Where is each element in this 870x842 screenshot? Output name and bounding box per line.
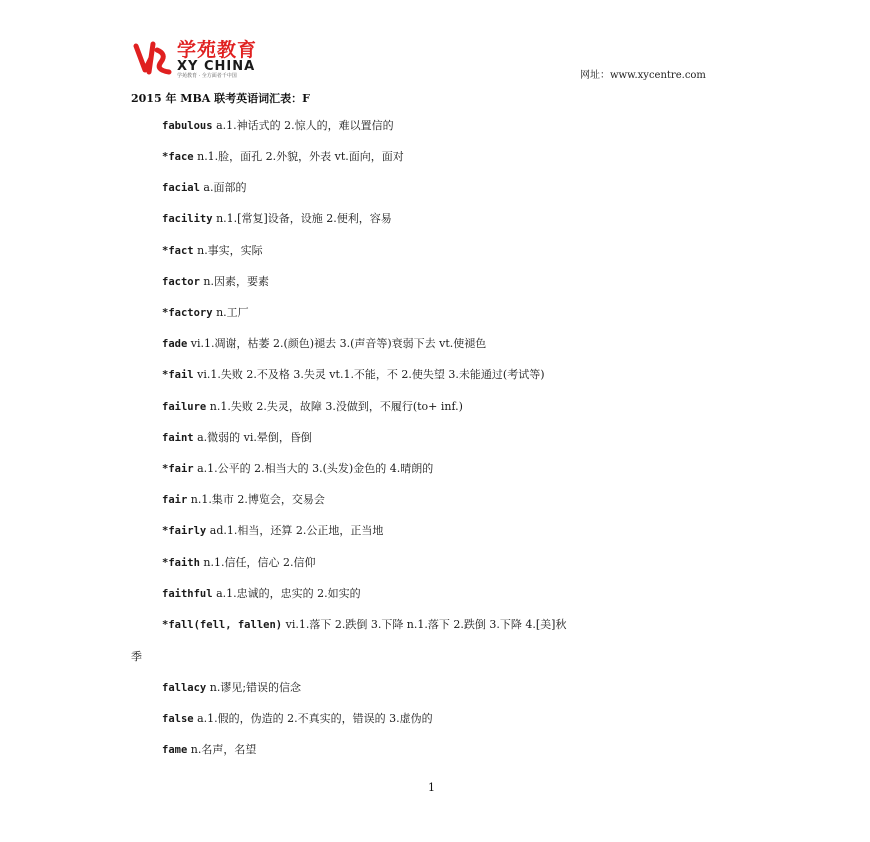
vocab-definition: n.1.信任，信心 2.信仰 — [199, 556, 316, 569]
vocab-entry — [162, 743, 256, 757]
vocab-definition: a.面部的 — [199, 181, 247, 194]
vocab-word: failure — [162, 401, 207, 413]
vocab-definition: n.1.失败 2.失灵，故障 3.没做到，不履行(to+ inf.) — [206, 400, 463, 413]
vocab-word: fair — [162, 494, 188, 506]
vocab-entry — [162, 618, 566, 632]
vocab-entry — [162, 212, 392, 226]
vocab-word: fallacy — [162, 682, 207, 694]
vocab-definition: n.因素，要素 — [199, 275, 270, 288]
vocab-entry — [162, 275, 269, 289]
vocab-word: fabulous — [162, 120, 213, 132]
vocab-definition: ad.1.相当，还算 2.公正地，正当地 — [206, 524, 384, 537]
vocab-word: faint — [162, 432, 194, 444]
vocab-word: faithful — [162, 588, 213, 600]
company-logo — [133, 40, 293, 78]
vocab-word: *fact — [162, 245, 194, 257]
vocab-entry — [162, 493, 325, 507]
page-number: 1 — [428, 781, 435, 794]
vocab-entry — [162, 681, 301, 695]
logo-chinese-text: 学苑教育 — [177, 39, 258, 61]
vocab-definition: n.名声，名望 — [187, 743, 257, 756]
vocab-entry — [162, 337, 486, 351]
vocab-definition: n.1.[常复]设备，设施 2.便利，容易 — [212, 212, 392, 225]
vocab-word: false — [162, 713, 194, 725]
vocab-definition: n.谬见;错误的信念 — [206, 681, 302, 694]
vocab-word: fame — [162, 744, 188, 756]
vocab-definition: n.事实，实际 — [193, 244, 263, 257]
vocab-entry — [162, 556, 316, 570]
document-title: 2015 年 MBA 联考英语词汇表：F — [131, 92, 310, 105]
vocab-word: facility — [162, 213, 213, 225]
vocab-word: facial — [162, 182, 200, 194]
vocab-definition: vi.1.凋谢，枯萎 2.(颜色)褪去 3.(声音等)衰弱下去 vt.使褪色 — [187, 337, 487, 350]
vocab-entry — [162, 587, 361, 601]
vocab-entry — [162, 431, 312, 445]
vocab-entry — [162, 400, 463, 414]
vocab-definition: a.1.忠诚的，忠实的 2.如实的 — [212, 587, 361, 600]
vocab-entry — [162, 150, 404, 164]
vocab-entry — [162, 181, 247, 195]
vocab-word: *factory — [162, 307, 213, 319]
vocab-entry — [162, 524, 383, 538]
vocab-definition: n.工厂 — [212, 306, 249, 319]
vocab-definition-continuation: 季 — [131, 650, 142, 663]
vocab-definition: n.1.集市 2.博览会，交易会 — [187, 493, 325, 506]
vocab-entry — [162, 306, 249, 320]
vocab-word: *face — [162, 151, 194, 163]
vocab-word: *fall(fell, fallen) — [162, 619, 283, 631]
vocab-entry — [162, 244, 263, 258]
vocab-definition: a.1.神话式的 2.惊人的，难以置信的 — [212, 119, 394, 132]
vocab-word: *fair — [162, 463, 194, 475]
vocab-word: *faith — [162, 557, 200, 569]
vocab-definition: vi.1.失败 2.不及格 3.失灵 vt.1.不能，不 2.使失望 3.未能通过(考试等) — [193, 368, 545, 381]
vocab-word: factor — [162, 276, 200, 288]
vocab-definition: a.1.假的，伪造的 2.不真实的，错误的 3.虚伪的 — [193, 712, 433, 725]
vocab-word: fade — [162, 338, 188, 350]
logo-mark-icon — [133, 40, 173, 76]
logo-tagline: 学苑教育 · 全方面者千中国 — [177, 73, 237, 79]
website-url: 网址：www.xycentre.com — [580, 70, 706, 81]
vocab-entry — [162, 712, 433, 726]
vocab-definition: a.1.公平的 2.相当大的 3.(头发)金色的 4.晴朗的 — [193, 462, 434, 475]
logo-english-text: XY CHINA — [177, 59, 256, 74]
vocab-word: *fairly — [162, 525, 207, 537]
vocab-definition: a.微弱的 vi.晕倒，昏倒 — [193, 431, 312, 444]
vocab-entry — [162, 368, 545, 382]
vocab-entry — [162, 119, 394, 133]
vocab-entry — [162, 462, 433, 476]
vocab-word: *fail — [162, 369, 194, 381]
vocab-definition: vi.1.落下 2.跌倒 3.下降 n.1.落下 2.跌倒 3.下降 4.[美]秋 — [282, 618, 567, 631]
vocab-definition: n.1.脸，面孔 2.外貌，外表 vt.面向，面对 — [193, 150, 404, 163]
